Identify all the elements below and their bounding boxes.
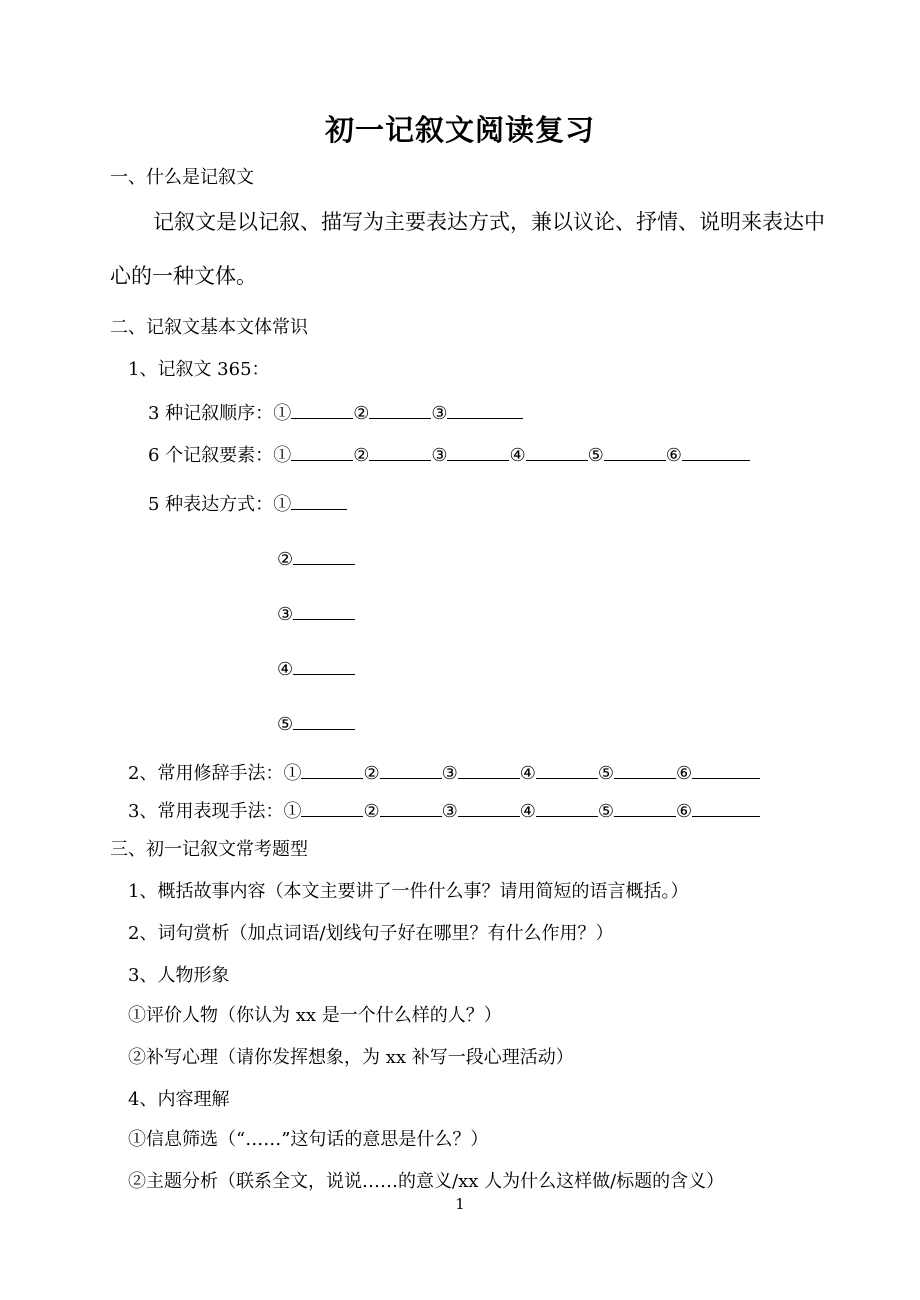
- circle-mark: ②: [353, 403, 370, 424]
- expression-methods-label: 5 种表达方式：: [148, 494, 274, 515]
- narrative-order-label: 3 种记叙顺序：: [148, 403, 274, 424]
- circle-mark: ③: [277, 604, 294, 625]
- question-type-3a: ①评价人物（你认为 xx 是一个什么样的人？）: [128, 1005, 502, 1026]
- circle-mark: ④: [519, 763, 536, 784]
- circle-mark: ④: [519, 801, 536, 822]
- circle-mark: ③: [441, 763, 458, 784]
- circle-mark: ⑤: [587, 445, 604, 466]
- blank-line: [291, 491, 347, 510]
- blank-line: [526, 442, 588, 461]
- circle-mark: ⑥: [665, 445, 682, 466]
- circle-mark: ④: [509, 445, 526, 466]
- blank-line: [293, 546, 355, 565]
- blank-line: [380, 798, 442, 817]
- circle-mark: ①: [283, 763, 302, 784]
- circle-mark: ②: [363, 801, 380, 822]
- circle-mark: ①: [273, 445, 292, 466]
- blank-line: [301, 798, 363, 817]
- circle-mark: ③: [431, 403, 448, 424]
- circle-mark: ⑥: [676, 801, 693, 822]
- blank-line: [692, 798, 760, 817]
- circle-mark: ④: [277, 659, 294, 680]
- blank-line: [614, 798, 676, 817]
- blank-line: [692, 760, 760, 779]
- rhetoric-label: 2、常用修辞手法：: [128, 763, 284, 784]
- blank-line: [291, 400, 353, 419]
- circle-mark: ②: [353, 445, 370, 466]
- blank-line: [604, 442, 666, 461]
- definition-paragraph-line-1: 记叙文是以记叙、描写为主要表达方式，兼以议论、抒情、说明来表达中: [153, 210, 825, 234]
- section-1-heading: 一、什么是记叙文: [110, 167, 254, 188]
- circle-mark: ③: [431, 445, 448, 466]
- blank-line: [447, 400, 523, 419]
- question-type-4b: ②主题分析（联系全文，说说……的意义/xx 人为什么这样做/标题的含义）: [128, 1171, 725, 1192]
- section-3-heading: 三、初一记叙文常考题型: [110, 839, 308, 860]
- technique-label: 3、常用表现手法：: [128, 801, 284, 822]
- circle-mark: ③: [441, 801, 458, 822]
- expression-method-4: [277, 656, 355, 682]
- question-type-3b: ②补写心理（请你发挥想象，为 xx 补写一段心理活动）: [128, 1047, 574, 1068]
- circle-mark: ①: [283, 801, 302, 822]
- circle-mark: ①: [273, 494, 292, 515]
- blank-line: [293, 656, 355, 675]
- blank-line: [380, 760, 442, 779]
- question-type-3: 3、人物形象: [128, 965, 230, 986]
- blank-line: [682, 442, 750, 461]
- circle-mark: ⑥: [676, 763, 693, 784]
- expression-methods-row: [148, 491, 347, 517]
- circle-mark: ⑤: [277, 714, 294, 735]
- blank-line: [293, 601, 355, 620]
- circle-mark: ②: [363, 763, 380, 784]
- expression-method-3: [277, 601, 355, 627]
- blank-line: [458, 798, 520, 817]
- technique-row: [128, 798, 760, 824]
- expression-method-2: [277, 546, 355, 572]
- question-type-2: 2、词句赏析（加点词语/划线句子好在哪里？有什么作用？）: [128, 923, 614, 944]
- circle-mark: ②: [277, 549, 294, 570]
- blank-line: [458, 760, 520, 779]
- question-type-4: 4、内容理解: [128, 1089, 230, 1110]
- narrative-elements-row: [148, 442, 750, 468]
- definition-paragraph-line-2: 心的一种文体。: [110, 264, 257, 288]
- circle-mark: ①: [273, 403, 292, 424]
- blank-line: [293, 711, 355, 730]
- question-type-4a: ①信息筛选（“……”这句话的意思是什么？）: [128, 1129, 489, 1150]
- blank-line: [369, 400, 431, 419]
- rhetoric-row: [128, 760, 760, 786]
- section-2-heading: 二、记叙文基本文体常识: [110, 317, 308, 338]
- blank-line: [447, 442, 509, 461]
- narrative-elements-label: 6 个记叙要素：: [148, 445, 274, 466]
- blank-line: [536, 760, 598, 779]
- blank-line: [614, 760, 676, 779]
- question-type-1: 1、概括故事内容（本文主要讲了一件什么事？请用简短的语言概括。）: [128, 881, 689, 902]
- page-number: 1: [455, 1195, 465, 1213]
- blank-line: [369, 442, 431, 461]
- item-365-label: 1、记叙文 365：: [128, 359, 270, 380]
- blank-line: [536, 798, 598, 817]
- circle-mark: ⑤: [597, 763, 615, 784]
- blank-line: [291, 442, 353, 461]
- blank-line: [301, 760, 363, 779]
- circle-mark: ⑤: [597, 801, 615, 822]
- document-title: 初一记叙文阅读复习: [324, 113, 595, 147]
- narrative-order-row: [148, 400, 523, 426]
- expression-method-5: [277, 711, 355, 737]
